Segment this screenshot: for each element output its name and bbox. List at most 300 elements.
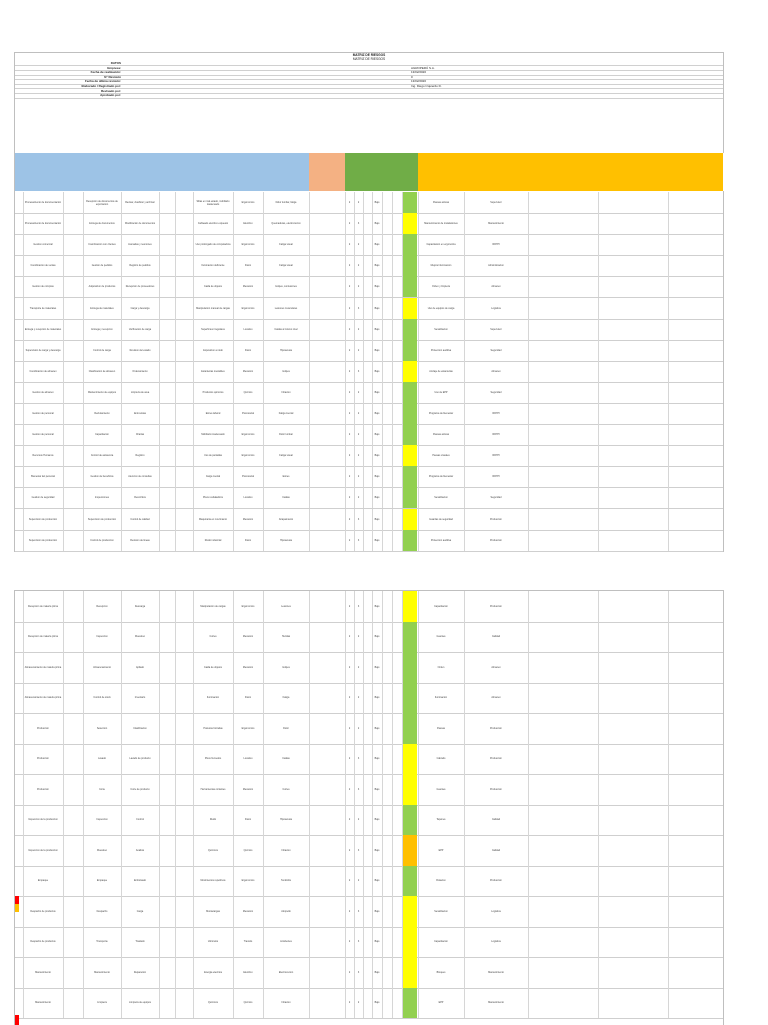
cell-actividad: Clasificacion de almacen (88, 369, 116, 373)
cell-divider (382, 988, 383, 1019)
cell-consecuencia: Lesiones musculares (274, 306, 298, 310)
cell-divider (309, 361, 310, 382)
cell-nivel: Bajo (374, 433, 380, 437)
cell-nivel: Bajo (374, 475, 380, 479)
cell-actividad: Gestion de beneficios (90, 475, 114, 479)
header-value: 13/02/2020 (411, 79, 427, 84)
cell-tarea: Inventario (134, 696, 146, 700)
cell-divider (668, 622, 669, 653)
cell-consecuencia: Lesiones (281, 604, 291, 608)
cell-divider (528, 445, 529, 466)
cell-divider (63, 234, 64, 255)
cell-divider (363, 382, 364, 403)
cell-consecuencia: Caidas al mismo nivel (274, 327, 298, 331)
cell-divider (63, 213, 64, 234)
cell-divider (63, 361, 64, 382)
cell-consecuencia: Fatiga visual (279, 243, 293, 247)
cell-proceso: Produccion (37, 726, 49, 730)
cell-proceso: Coordinacion de almacen (29, 369, 57, 373)
cell-resp: Supervisor (490, 327, 502, 331)
cell-divider (363, 276, 364, 297)
cell-proceso: Procesamiento de documentacion (24, 222, 62, 226)
cell-resp: Mantenimiento (488, 970, 504, 974)
cell-divider (363, 835, 364, 866)
cell-divider (175, 424, 176, 445)
cell-divider (309, 276, 310, 297)
cell-peligro: Cableado electrico expuesto (197, 222, 229, 226)
cell-tarea: Recepcion de proveedores (125, 285, 155, 289)
table-row (15, 683, 723, 715)
cell-nivel: Bajo (374, 604, 380, 608)
cell-divider (392, 652, 393, 683)
cell-divider (175, 487, 176, 508)
cell-nivel: Bajo (374, 635, 380, 639)
cell-p: 2 (348, 604, 351, 608)
table-row (15, 591, 723, 623)
cell-divider (159, 530, 160, 551)
cell-divider (598, 896, 599, 927)
table-row (15, 509, 723, 531)
cell-divider (175, 213, 176, 234)
cell-divider (382, 361, 383, 382)
cell-divider (175, 744, 176, 775)
cell-p: 2 (348, 201, 351, 205)
table-row (15, 866, 723, 898)
cell-resp: Produccion (490, 604, 502, 608)
cell-proceso: Produccion (37, 757, 49, 761)
header-label: N° Revisión (104, 74, 121, 79)
cell-actividad: Almacenamiento (93, 665, 111, 669)
cell-divider (363, 319, 364, 340)
table-row (15, 255, 723, 277)
cell-divider (363, 805, 364, 836)
cell-medida: EPP (438, 848, 444, 852)
cell-divider (392, 744, 393, 775)
cell-divider (63, 487, 64, 508)
cell-resp: Seguridad (490, 496, 502, 500)
cell-divider (382, 445, 383, 466)
cell-actividad: Inspeccion (96, 635, 108, 639)
header-value: 0 (411, 74, 413, 79)
cell-p: 2 (348, 496, 351, 500)
cell-p: 2 (348, 696, 351, 700)
cell-divider (668, 774, 669, 805)
cell-divider (528, 652, 529, 683)
cell-consecuencia: Hipoacusia (280, 538, 292, 542)
risk-level-swatch (403, 255, 417, 276)
cell-divider (528, 683, 529, 714)
cell-divider (63, 530, 64, 551)
cell-divider (382, 234, 383, 255)
cell-divider (392, 340, 393, 361)
cell-tarea: Charlas (135, 433, 145, 437)
cell-divider (175, 234, 176, 255)
cell-s: 2 (357, 412, 360, 416)
cell-divider (159, 234, 160, 255)
cell-divider (309, 744, 310, 775)
cell-divider (309, 403, 310, 424)
cell-divider (363, 927, 364, 958)
cell-divider (392, 774, 393, 805)
cell-divider (598, 591, 599, 622)
cell-nivel: Bajo (374, 818, 380, 822)
cell-divider (392, 805, 393, 836)
risk-matrix-sheet-2 (14, 590, 724, 1025)
cell-medida: Senalizacion (434, 496, 448, 500)
cell-resp: Almacen (491, 696, 501, 700)
cell-divider (309, 382, 310, 403)
cell-divider (175, 466, 176, 487)
cell-p: 2 (348, 787, 351, 791)
cell-divider (363, 988, 364, 1019)
table-row (15, 713, 723, 745)
risk-level-swatch (403, 424, 417, 445)
cell-divider (382, 255, 383, 276)
cell-nivel: Bajo (374, 222, 380, 226)
cell-divider (175, 276, 176, 297)
cell-p: 2 (348, 1001, 351, 1005)
cell-divider (309, 652, 310, 683)
cell-s: 3 (357, 909, 360, 913)
cell-divider (392, 988, 393, 1019)
cell-resp: Produccion (490, 787, 502, 791)
cell-divider (382, 957, 383, 988)
cell-divider (382, 509, 383, 530)
cell-nivel: Bajo (374, 726, 380, 730)
cell-divider (363, 340, 364, 361)
column-header-cell (309, 153, 346, 191)
cell-nivel: Bajo (374, 517, 380, 521)
row-marker (15, 904, 19, 912)
cell-divider (668, 276, 669, 297)
cell-tarea: Muestreo (135, 635, 145, 639)
cell-p: 2 (348, 433, 351, 437)
cell-peligro: Maquinaria en movimiento (198, 517, 228, 521)
cell-divider (598, 530, 599, 551)
cell-divider (598, 683, 599, 714)
cell-divider (309, 988, 310, 1019)
cell-divider (175, 361, 176, 382)
cell-divider (668, 744, 669, 775)
cell-divider (668, 957, 669, 988)
cell-s: 2 (357, 243, 360, 247)
cell-nivel: Bajo (374, 696, 380, 700)
cell-riesgo: Locativo (243, 757, 253, 761)
cell-peligro: Estres laboral (205, 412, 221, 416)
cell-divider (598, 835, 599, 866)
cell-peligro: Quimicos (208, 848, 218, 852)
table-row (15, 622, 723, 654)
cell-resp: Produccion (490, 757, 502, 761)
cell-p: 2 (348, 726, 351, 730)
cell-nivel: Bajo (374, 970, 380, 974)
cell-divider (159, 988, 160, 1019)
cell-actividad: Muestreo (97, 848, 107, 852)
cell-divider (598, 957, 599, 988)
cell-tarea: Lavado de producto (129, 757, 151, 761)
header-value: 13/02/2020 (411, 70, 427, 75)
cell-divider (392, 713, 393, 744)
cell-divider (63, 622, 64, 653)
cell-resp: Produccion (490, 517, 502, 521)
cell-medida: Pausas activas (432, 201, 450, 205)
cell-s: 2 (357, 496, 360, 500)
cell-divider (159, 213, 160, 234)
cell-proceso: Supervision de produccion (28, 538, 58, 542)
cell-consecuencia: Hipoacusia (280, 818, 292, 822)
cell-proceso: Procesamiento de documentacion (24, 201, 62, 205)
cell-divider (392, 276, 393, 297)
cell-divider (159, 683, 160, 714)
cell-proceso: Supervision de carga y descarga (25, 348, 61, 352)
cell-tarea: Traslado (135, 940, 145, 944)
cell-consecuencia: Golpes (282, 665, 290, 669)
cell-divider (159, 340, 160, 361)
table-row (15, 988, 723, 1020)
cell-divider (363, 298, 364, 319)
cell-medida: Rotacion (436, 879, 446, 883)
cell-divider (382, 652, 383, 683)
cell-divider (309, 866, 310, 897)
cell-peligro: Caida de objetos (204, 285, 222, 289)
cell-divider (382, 276, 383, 297)
cell-divider (159, 957, 160, 988)
cell-actividad: Seleccion (96, 726, 108, 730)
cell-riesgo: Ergonomico (241, 306, 255, 310)
cell-divider (309, 591, 310, 622)
cell-divider (528, 896, 529, 927)
cell-nivel: Bajo (374, 496, 380, 500)
cell-divider (382, 298, 383, 319)
cell-divider (309, 298, 310, 319)
cell-divider (159, 896, 160, 927)
cell-s: 3 (357, 538, 360, 542)
cell-divider (668, 213, 669, 234)
cell-nivel: Bajo (374, 665, 380, 669)
cell-p: 2 (348, 635, 351, 639)
header-label: Fecha de realización: (90, 70, 121, 75)
cell-divider (382, 896, 383, 927)
header-label: Empresa: (107, 65, 121, 70)
cell-s: 3 (357, 306, 360, 310)
cell-actividad: Transporte (96, 940, 108, 944)
cell-tarea: Descarga (134, 604, 146, 608)
cell-tarea: Ordenamiento (132, 369, 148, 373)
cell-divider (63, 896, 64, 927)
cell-actividad: Entrega y recepcion (91, 327, 113, 331)
cell-divider (159, 866, 160, 897)
cell-divider (598, 866, 599, 897)
cell-divider (392, 927, 393, 958)
cell-tarea: Revision del estado (129, 348, 151, 352)
cell-divider (175, 445, 176, 466)
table-row (15, 466, 723, 488)
cell-divider (363, 530, 364, 551)
table-row (15, 276, 723, 298)
risk-level-swatch (403, 927, 417, 958)
cell-p: 2 (348, 390, 351, 394)
column-header-row (15, 153, 723, 191)
cell-proceso: Bienestar del personal (31, 475, 55, 479)
cell-nivel: Bajo (374, 848, 380, 852)
cell-divider (159, 591, 160, 622)
cell-p: 2 (348, 757, 351, 761)
table-row (15, 927, 723, 959)
cell-p: 2 (348, 306, 351, 310)
cell-medida: Tapones (436, 818, 446, 822)
cell-consecuencia: Atrapamiento (278, 517, 294, 521)
cell-peligro: Pisos resbaladizos (203, 496, 223, 500)
cell-divider (382, 927, 383, 958)
cell-actividad: Recepcion (96, 604, 108, 608)
cell-riesgo: Ergonomico (241, 879, 255, 883)
column-header-cell (159, 153, 176, 191)
cell-divider (382, 319, 383, 340)
cell-divider (175, 382, 176, 403)
cell-s: 3 (357, 222, 360, 226)
cell-consecuencia: Atropello (281, 909, 291, 913)
cell-p: 2 (348, 818, 351, 822)
cell-tarea: Recorridos (134, 496, 146, 500)
cell-medida: Mantenimiento de instalaciones (424, 222, 458, 226)
cell-peligro: Ruido (209, 818, 217, 822)
cell-medida: Uso de equipos de carga (427, 306, 455, 310)
cell-actividad: Lavado (98, 757, 106, 761)
cell-peligro: Uso prolongado de computadora (195, 243, 231, 247)
cell-divider (528, 298, 529, 319)
cell-actividad: Despacho (96, 909, 108, 913)
table-row (15, 403, 723, 425)
risk-level-swatch (403, 713, 417, 744)
cell-s: 3 (357, 604, 360, 608)
cell-divider (392, 445, 393, 466)
cell-p: 2 (348, 348, 351, 352)
risk-level-swatch (403, 445, 417, 466)
cell-divider (363, 866, 364, 897)
cell-divider (382, 835, 383, 866)
risk-level-swatch (403, 744, 417, 775)
risk-level-swatch (403, 466, 417, 487)
cell-divider (528, 234, 529, 255)
cell-resp: Mantenimiento (488, 222, 504, 226)
cell-p: 2 (348, 454, 351, 458)
table-row (15, 234, 723, 256)
cell-medida: Calzado (436, 757, 446, 761)
cell-p: 2 (348, 285, 351, 289)
cell-medida: Programa de bienestar (428, 475, 454, 479)
cell-tarea: Control (136, 818, 144, 822)
cell-medida: Pausas (437, 726, 445, 730)
cell-divider (392, 213, 393, 234)
cell-resp: Produccion (490, 726, 502, 730)
cell-divider (598, 382, 599, 403)
cell-divider (175, 591, 176, 622)
cell-divider (159, 805, 160, 836)
cell-divider (159, 403, 160, 424)
cell-riesgo: Fisico (244, 348, 252, 352)
cell-divider (363, 509, 364, 530)
cell-nivel: Bajo (374, 757, 380, 761)
cell-divider (63, 424, 64, 445)
cell-p: 2 (348, 243, 351, 247)
cell-p: 2 (348, 909, 351, 913)
cell-resp: Produccion (490, 879, 502, 883)
cell-divider (668, 713, 669, 744)
cell-divider (309, 445, 310, 466)
cell-divider (363, 403, 364, 424)
cell-divider (63, 988, 64, 1019)
cell-divider (309, 466, 310, 487)
cell-tarea: Reparacion (133, 970, 147, 974)
cell-consecuencia: Estres (282, 475, 290, 479)
cell-medida: Bloqueo (436, 970, 446, 974)
cell-divider (159, 713, 160, 744)
risk-level-swatch (403, 866, 417, 897)
cell-actividad: Control de asistencia (90, 454, 114, 458)
cell-riesgo: Mecanico (242, 369, 254, 373)
cell-divider (668, 298, 669, 319)
cell-consecuencia: Cortes (282, 787, 290, 791)
cell-divider (382, 713, 383, 744)
column-header-cell (263, 153, 310, 191)
cell-proceso: Inspeccion de la produccion (28, 848, 58, 852)
cell-divider (668, 927, 669, 958)
column-header-cell (175, 153, 194, 191)
cell-riesgo: Psicosocial (242, 412, 254, 416)
cell-divider (528, 403, 529, 424)
column-header-cell (23, 153, 64, 191)
cell-s: 2 (357, 635, 360, 639)
cell-riesgo: Fisico (244, 264, 252, 268)
cell-divider (528, 255, 529, 276)
cell-divider (382, 591, 383, 622)
cell-proceso: Transporte de materiales (29, 306, 57, 310)
cell-divider (392, 509, 393, 530)
header-label: Fecha de última revisión: (84, 79, 121, 84)
cell-divider (668, 403, 669, 424)
cell-s: 2 (357, 818, 360, 822)
risk-level-swatch (403, 530, 417, 551)
cell-riesgo: Mecanico (242, 635, 254, 639)
column-header-cell (121, 153, 160, 191)
cell-peligro: Energia electrica (204, 970, 222, 974)
cell-divider (598, 340, 599, 361)
cell-divider (528, 340, 529, 361)
cell-divider (159, 255, 160, 276)
cell-divider (382, 340, 383, 361)
cell-p: 2 (348, 538, 351, 542)
cell-peligro: Uso de pantallas (204, 454, 222, 458)
cell-s: 2 (357, 348, 360, 352)
header-data-block (15, 61, 723, 107)
cell-peligro: Productos quimicos (202, 390, 224, 394)
cell-divider (363, 957, 364, 988)
cell-s: 3 (357, 848, 360, 852)
header-label: Elaborado / Registrado por: (81, 84, 121, 88)
cell-divider (63, 713, 64, 744)
cell-divider (63, 805, 64, 836)
cell-divider (159, 319, 160, 340)
cell-consecuencia: Caidas (282, 757, 290, 761)
cell-divider (363, 683, 364, 714)
cell-riesgo: Fisico (244, 538, 252, 542)
risk-level-swatch (403, 683, 417, 714)
cell-divider (382, 530, 383, 551)
cell-peligro: Manipulacion manual de cargas (196, 306, 230, 310)
cell-medida: Pausas activas (432, 433, 450, 437)
cell-divider (363, 744, 364, 775)
cell-medida: Pausas visuales (432, 454, 450, 458)
